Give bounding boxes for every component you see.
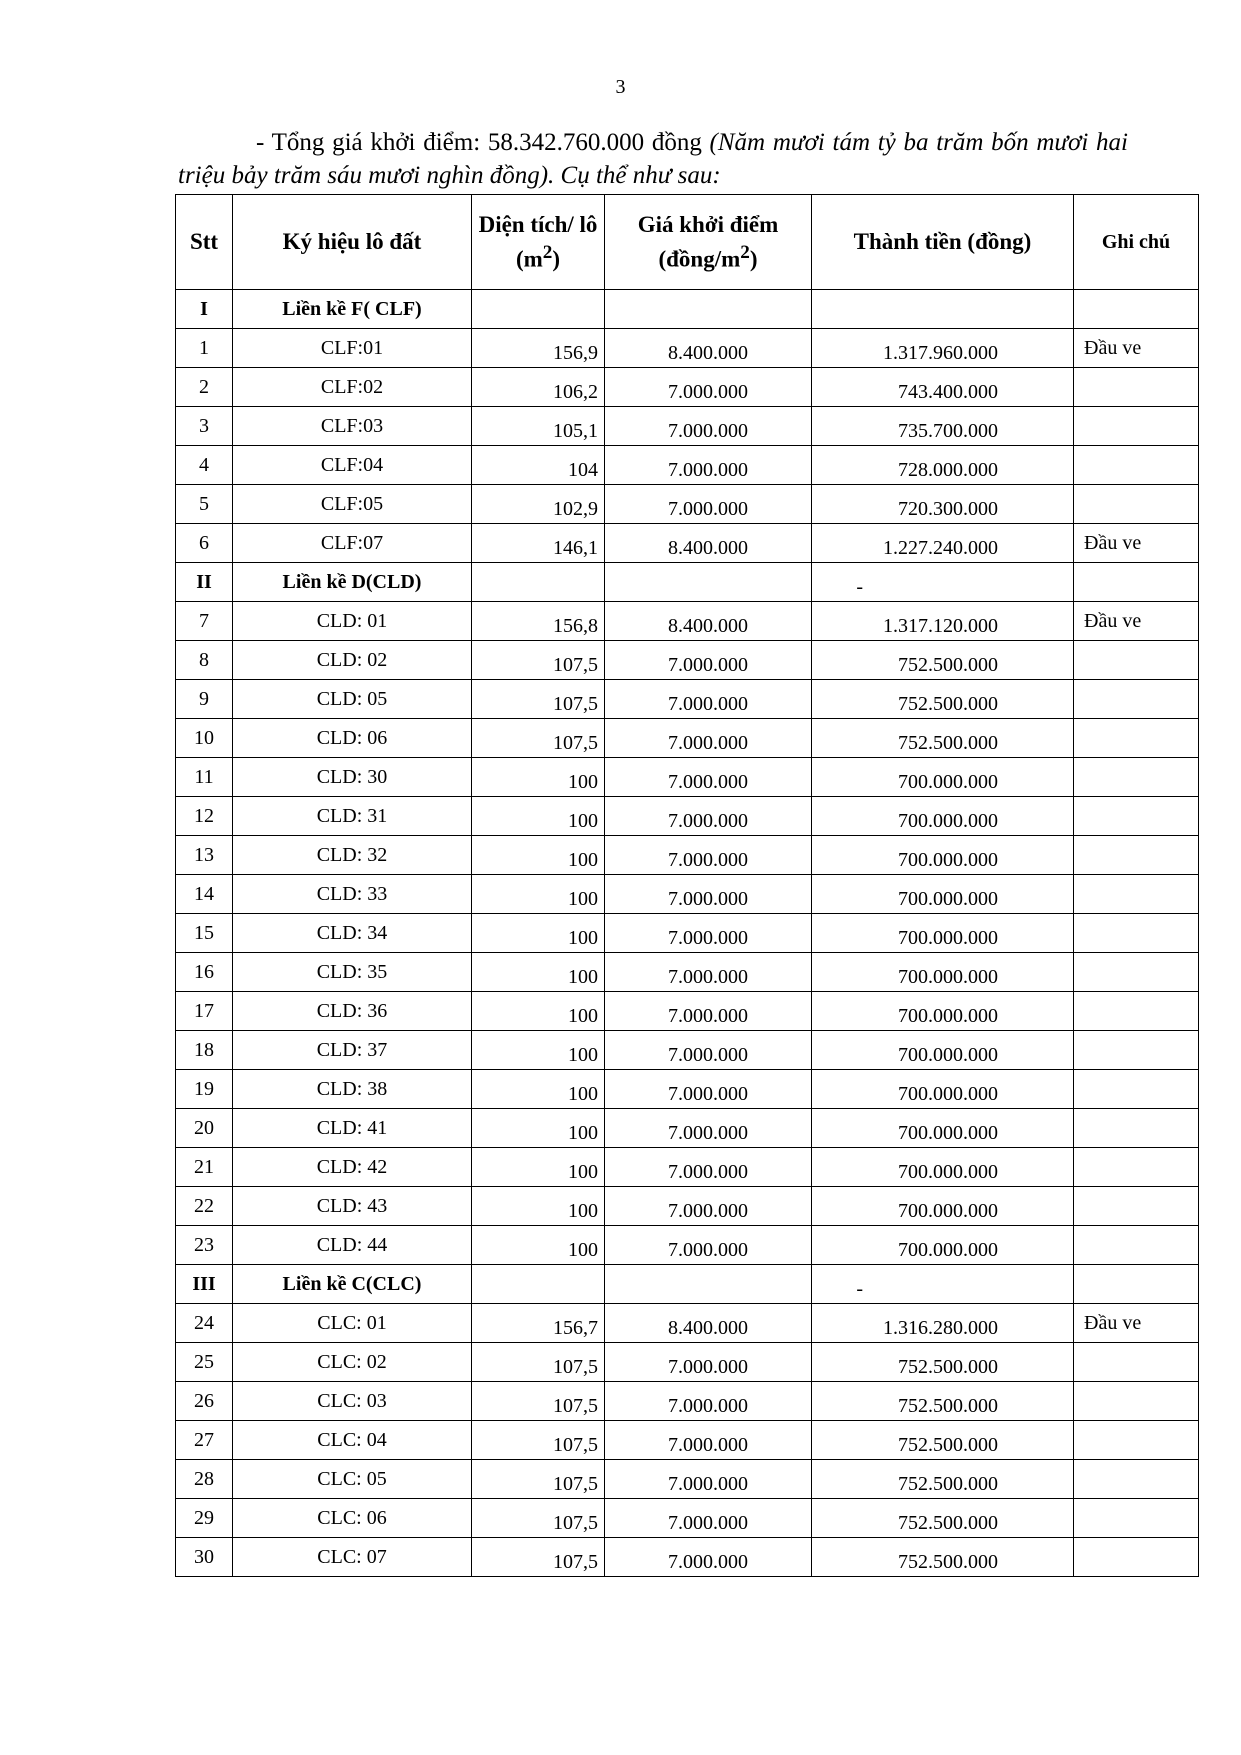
cell-starting-price: 7.000.000	[605, 836, 812, 875]
cell-stt: 1	[176, 329, 233, 368]
table-row	[176, 1304, 1199, 1343]
cell-starting-price: 7.000.000	[605, 368, 812, 407]
cell-total: 752.500.000	[812, 1499, 1074, 1538]
cell-lot-code: CLF:01	[233, 329, 472, 368]
cell-total: 752.500.000	[812, 641, 1074, 680]
cell-starting-price: 8.400.000	[605, 329, 812, 368]
table-row	[176, 1109, 1199, 1148]
cell-starting-price: 7.000.000	[605, 875, 812, 914]
table-row	[176, 1421, 1199, 1460]
cell-area: 100	[472, 1148, 605, 1187]
cell-stt: 13	[176, 836, 233, 875]
cell-lot-code: Liền kề C(CLC)	[233, 1265, 472, 1304]
cell-stt: 20	[176, 1109, 233, 1148]
cell-stt: 30	[176, 1538, 233, 1577]
cell-note	[1074, 1538, 1199, 1577]
cell-stt: 24	[176, 1304, 233, 1343]
total-starting-price: - Tổng giá khởi điểm: 58.342.760.000 đồng	[256, 129, 702, 156]
header-price-sup: 2	[740, 241, 750, 263]
table-row	[176, 485, 1199, 524]
table-row	[176, 368, 1199, 407]
cell-stt: 28	[176, 1460, 233, 1499]
cell-area: 100	[472, 914, 605, 953]
cell-starting-price: 7.000.000	[605, 797, 812, 836]
table-row	[176, 953, 1199, 992]
cell-note: Đầu ve	[1074, 1304, 1199, 1343]
cell-stt: 6	[176, 524, 233, 563]
cell-area: 100	[472, 836, 605, 875]
cell-note: Đầu ve	[1074, 602, 1199, 641]
header-price-text: Giá khởi điểm (đồng/m	[637, 211, 779, 272]
cell-lot-code: CLC: 03	[233, 1382, 472, 1421]
cell-stt: 29	[176, 1499, 233, 1538]
cell-starting-price: 7.000.000	[605, 1538, 812, 1577]
cell-area	[472, 563, 605, 602]
table-row	[176, 1343, 1199, 1382]
cell-stt: 2	[176, 368, 233, 407]
cell-lot-code: CLD: 35	[233, 953, 472, 992]
cell-lot-code: CLD: 43	[233, 1187, 472, 1226]
cell-starting-price: 7.000.000	[605, 719, 812, 758]
total-price-in-words: (Năm mươi tám tỷ ba trăm bốn mươi hai triệu bảy trăm sáu mươi nghìn đồng). Cụ thể như sau:	[178, 129, 1128, 189]
table-row	[176, 1499, 1199, 1538]
cell-stt: II	[176, 563, 233, 602]
cell-note	[1074, 1226, 1199, 1265]
cell-stt: 9	[176, 680, 233, 719]
cell-note	[1074, 1460, 1199, 1499]
table-row	[176, 1538, 1199, 1577]
cell-stt: I	[176, 290, 233, 329]
cell-area: 146,1	[472, 524, 605, 563]
table-row	[176, 797, 1199, 836]
header-total: Thành tiền (đồng)	[812, 195, 1074, 290]
cell-total: 700.000.000	[812, 758, 1074, 797]
cell-starting-price: 7.000.000	[605, 1031, 812, 1070]
cell-note	[1074, 1109, 1199, 1148]
cell-area: 107,5	[472, 719, 605, 758]
table-row	[176, 1226, 1199, 1265]
cell-lot-code: CLF:07	[233, 524, 472, 563]
cell-total: 1.227.240.000	[812, 524, 1074, 563]
cell-stt: 17	[176, 992, 233, 1031]
cell-starting-price: 7.000.000	[605, 680, 812, 719]
cell-note	[1074, 758, 1199, 797]
cell-total: 700.000.000	[812, 1031, 1074, 1070]
cell-starting-price: 8.400.000	[605, 1304, 812, 1343]
section-row	[176, 563, 1199, 602]
header-area	[472, 195, 605, 290]
cell-area: 100	[472, 1187, 605, 1226]
cell-starting-price: 7.000.000	[605, 953, 812, 992]
cell-note	[1074, 641, 1199, 680]
cell-starting-price: 7.000.000	[605, 1460, 812, 1499]
table-row	[176, 1031, 1199, 1070]
cell-note	[1074, 836, 1199, 875]
cell-total: 700.000.000	[812, 953, 1074, 992]
cell-note	[1074, 797, 1199, 836]
cell-lot-code: CLD: 37	[233, 1031, 472, 1070]
table-row	[176, 1460, 1199, 1499]
cell-lot-code: CLD: 32	[233, 836, 472, 875]
cell-stt: 25	[176, 1343, 233, 1382]
cell-lot-code: CLD: 41	[233, 1109, 472, 1148]
cell-starting-price: 8.400.000	[605, 602, 812, 641]
cell-lot-code: CLC: 04	[233, 1421, 472, 1460]
cell-area: 106,2	[472, 368, 605, 407]
cell-stt: 18	[176, 1031, 233, 1070]
cell-total: 752.500.000	[812, 719, 1074, 758]
cell-note	[1074, 1421, 1199, 1460]
table-row	[176, 1070, 1199, 1109]
header-area-close: )	[552, 246, 561, 272]
cell-starting-price: 7.000.000	[605, 641, 812, 680]
cell-lot-code: CLF:04	[233, 446, 472, 485]
table-row	[176, 446, 1199, 485]
table-row	[176, 1148, 1199, 1187]
cell-starting-price: 7.000.000	[605, 407, 812, 446]
header-note: Ghi chú	[1074, 195, 1199, 290]
land-lots-table	[175, 194, 1199, 1577]
table-row	[176, 758, 1199, 797]
cell-note: Đầu ve	[1074, 524, 1199, 563]
cell-starting-price: 7.000.000	[605, 758, 812, 797]
cell-stt: 3	[176, 407, 233, 446]
cell-total: 752.500.000	[812, 1343, 1074, 1382]
cell-stt: 4	[176, 446, 233, 485]
cell-lot-code: CLC: 06	[233, 1499, 472, 1538]
cell-total: 700.000.000	[812, 1226, 1074, 1265]
cell-stt: III	[176, 1265, 233, 1304]
cell-total: 700.000.000	[812, 1109, 1074, 1148]
table-row	[176, 914, 1199, 953]
cell-note	[1074, 992, 1199, 1031]
cell-total: 720.300.000	[812, 485, 1074, 524]
table-header-row	[176, 195, 1199, 290]
cell-note	[1074, 485, 1199, 524]
cell-area: 100	[472, 797, 605, 836]
cell-starting-price: 7.000.000	[605, 1148, 812, 1187]
cell-total: 700.000.000	[812, 797, 1074, 836]
cell-area: 100	[472, 758, 605, 797]
cell-note	[1074, 1070, 1199, 1109]
cell-total: -	[812, 563, 1074, 602]
cell-starting-price: 7.000.000	[605, 1226, 812, 1265]
page-number: 3	[615, 76, 626, 98]
cell-starting-price: 7.000.000	[605, 446, 812, 485]
header-price-close: )	[749, 246, 758, 272]
cell-lot-code: CLC: 01	[233, 1304, 472, 1343]
cell-stt: 22	[176, 1187, 233, 1226]
table-row	[176, 407, 1199, 446]
cell-stt: 15	[176, 914, 233, 953]
intro-paragraph	[178, 126, 1128, 192]
cell-total: 752.500.000	[812, 1538, 1074, 1577]
table-row	[176, 524, 1199, 563]
cell-stt: 11	[176, 758, 233, 797]
cell-note	[1074, 680, 1199, 719]
cell-area: 107,5	[472, 680, 605, 719]
cell-lot-code: CLD: 38	[233, 1070, 472, 1109]
cell-area: 100	[472, 1226, 605, 1265]
cell-note	[1074, 1031, 1199, 1070]
cell-total: 735.700.000	[812, 407, 1074, 446]
header-area-text: Diện tích/ lô (m	[478, 211, 598, 272]
cell-lot-code: CLD: 31	[233, 797, 472, 836]
table-row	[176, 1382, 1199, 1421]
table-row	[176, 641, 1199, 680]
cell-note	[1074, 407, 1199, 446]
cell-lot-code: CLD: 06	[233, 719, 472, 758]
cell-lot-code: CLD: 05	[233, 680, 472, 719]
cell-total: 752.500.000	[812, 1460, 1074, 1499]
cell-area: 100	[472, 1031, 605, 1070]
cell-total: 1.316.280.000	[812, 1304, 1074, 1343]
cell-stt: 12	[176, 797, 233, 836]
cell-area: 107,5	[472, 1460, 605, 1499]
cell-stt: 23	[176, 1226, 233, 1265]
cell-stt: 14	[176, 875, 233, 914]
cell-starting-price	[605, 290, 812, 329]
cell-note	[1074, 446, 1199, 485]
cell-total: 700.000.000	[812, 875, 1074, 914]
cell-total: 752.500.000	[812, 1421, 1074, 1460]
cell-area: 107,5	[472, 1421, 605, 1460]
cell-area: 107,5	[472, 1538, 605, 1577]
cell-area: 100	[472, 992, 605, 1031]
cell-starting-price: 7.000.000	[605, 1343, 812, 1382]
cell-area: 107,5	[472, 1382, 605, 1421]
cell-lot-code: CLF:03	[233, 407, 472, 446]
cell-lot-code: Liền kề F( CLF)	[233, 290, 472, 329]
table-row	[176, 992, 1199, 1031]
cell-total: 1.317.120.000	[812, 602, 1074, 641]
cell-note	[1074, 875, 1199, 914]
cell-note	[1074, 368, 1199, 407]
cell-note	[1074, 1499, 1199, 1538]
cell-starting-price: 7.000.000	[605, 1187, 812, 1226]
cell-area: 107,5	[472, 1343, 605, 1382]
table-row	[176, 836, 1199, 875]
header-lot-code: Ký hiệu lô đất	[233, 195, 472, 290]
cell-note	[1074, 1265, 1199, 1304]
cell-area	[472, 290, 605, 329]
cell-starting-price	[605, 1265, 812, 1304]
table-row	[176, 1187, 1199, 1226]
section-row	[176, 1265, 1199, 1304]
cell-note	[1074, 563, 1199, 602]
cell-note	[1074, 290, 1199, 329]
cell-starting-price: 7.000.000	[605, 1421, 812, 1460]
cell-stt: 19	[176, 1070, 233, 1109]
cell-starting-price: 7.000.000	[605, 914, 812, 953]
cell-area: 100	[472, 1070, 605, 1109]
cell-starting-price: 7.000.000	[605, 1382, 812, 1421]
cell-note	[1074, 1382, 1199, 1421]
cell-lot-code: CLD: 34	[233, 914, 472, 953]
cell-total: 700.000.000	[812, 1070, 1074, 1109]
cell-area: 100	[472, 1109, 605, 1148]
cell-lot-code: CLD: 02	[233, 641, 472, 680]
cell-lot-code: CLD: 33	[233, 875, 472, 914]
cell-lot-code: CLC: 05	[233, 1460, 472, 1499]
cell-lot-code: Liền kề D(CLD)	[233, 563, 472, 602]
cell-total: 728.000.000	[812, 446, 1074, 485]
section-row	[176, 290, 1199, 329]
cell-stt: 26	[176, 1382, 233, 1421]
cell-starting-price: 7.000.000	[605, 992, 812, 1031]
table-row	[176, 329, 1199, 368]
cell-total: 752.500.000	[812, 680, 1074, 719]
cell-stt: 8	[176, 641, 233, 680]
cell-area: 104	[472, 446, 605, 485]
cell-note: Đầu ve	[1074, 329, 1199, 368]
cell-starting-price: 7.000.000	[605, 1499, 812, 1538]
cell-total: 700.000.000	[812, 914, 1074, 953]
cell-starting-price: 7.000.000	[605, 1070, 812, 1109]
cell-stt: 16	[176, 953, 233, 992]
cell-area	[472, 1265, 605, 1304]
cell-stt: 7	[176, 602, 233, 641]
cell-note	[1074, 1343, 1199, 1382]
cell-note	[1074, 1187, 1199, 1226]
cell-lot-code: CLF:05	[233, 485, 472, 524]
cell-note	[1074, 914, 1199, 953]
cell-starting-price	[605, 563, 812, 602]
table-row	[176, 719, 1199, 758]
header-starting-price	[605, 195, 812, 290]
cell-stt: 10	[176, 719, 233, 758]
cell-starting-price: 8.400.000	[605, 524, 812, 563]
table-row	[176, 602, 1199, 641]
cell-total	[812, 290, 1074, 329]
cell-area: 107,5	[472, 641, 605, 680]
cell-total: 1.317.960.000	[812, 329, 1074, 368]
cell-area: 156,7	[472, 1304, 605, 1343]
cell-total: 700.000.000	[812, 1187, 1074, 1226]
cell-note	[1074, 953, 1199, 992]
cell-total: 700.000.000	[812, 836, 1074, 875]
cell-area: 100	[472, 875, 605, 914]
cell-starting-price: 7.000.000	[605, 1109, 812, 1148]
cell-lot-code: CLD: 36	[233, 992, 472, 1031]
cell-stt: 21	[176, 1148, 233, 1187]
cell-lot-code: CLD: 42	[233, 1148, 472, 1187]
cell-note	[1074, 1148, 1199, 1187]
cell-area: 105,1	[472, 407, 605, 446]
cell-lot-code: CLC: 07	[233, 1538, 472, 1577]
header-stt: Stt	[176, 195, 233, 290]
cell-total: -	[812, 1265, 1074, 1304]
cell-total: 743.400.000	[812, 368, 1074, 407]
cell-area: 156,9	[472, 329, 605, 368]
header-area-sup: 2	[542, 241, 553, 263]
cell-lot-code: CLD: 01	[233, 602, 472, 641]
cell-area: 156,8	[472, 602, 605, 641]
cell-lot-code: CLD: 30	[233, 758, 472, 797]
cell-area: 100	[472, 953, 605, 992]
cell-lot-code: CLD: 44	[233, 1226, 472, 1265]
cell-stt: 5	[176, 485, 233, 524]
cell-stt: 27	[176, 1421, 233, 1460]
cell-lot-code: CLF:02	[233, 368, 472, 407]
cell-lot-code: CLC: 02	[233, 1343, 472, 1382]
cell-area: 107,5	[472, 1499, 605, 1538]
cell-note	[1074, 719, 1199, 758]
cell-area: 102,9	[472, 485, 605, 524]
cell-total: 700.000.000	[812, 992, 1074, 1031]
table-body	[176, 290, 1199, 1577]
cell-total: 700.000.000	[812, 1148, 1074, 1187]
cell-total: 752.500.000	[812, 1382, 1074, 1421]
table-row	[176, 875, 1199, 914]
cell-starting-price: 7.000.000	[605, 485, 812, 524]
table-row	[176, 680, 1199, 719]
